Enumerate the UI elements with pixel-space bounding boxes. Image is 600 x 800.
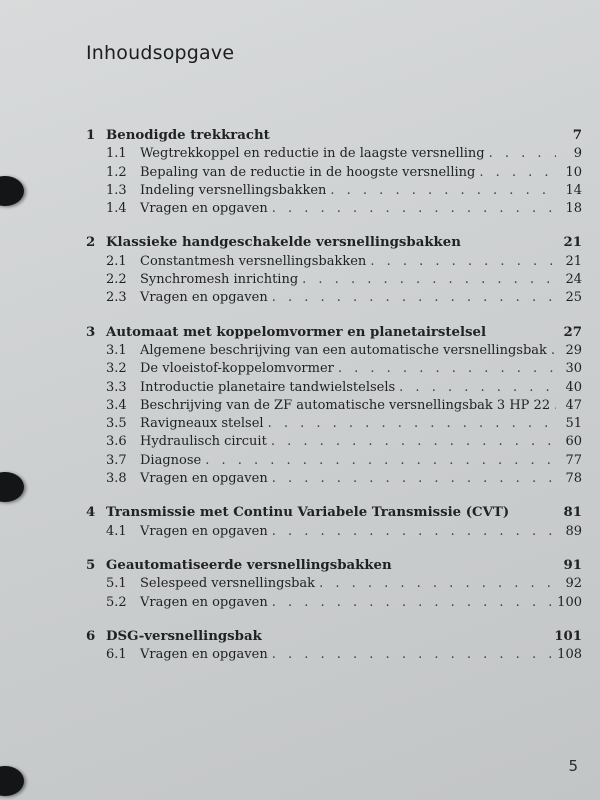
section-title: Bepaling van de reductie in de hoogste versnelling	[140, 164, 476, 180]
toc-section-row	[86, 183, 582, 201]
chapter-page: 91	[563, 557, 582, 573]
toc-section-row	[86, 434, 582, 452]
section-page: 21	[565, 253, 582, 269]
toc-section-row	[86, 471, 582, 489]
toc-section-row	[86, 647, 582, 665]
section-title: Wegtrekkoppel en reductie in de laagste versnelling	[140, 146, 485, 162]
toc-chapter-row	[86, 505, 582, 523]
toc-chapter-row	[86, 235, 582, 253]
section-title: Ravigneaux stelsel	[140, 416, 264, 432]
chapter-number: 3	[86, 324, 96, 340]
chapter-title: Klassieke handgeschakelde versnellingsbakken	[106, 235, 461, 251]
section-title: Indeling versnellingsbakken	[140, 182, 327, 198]
dot-leader	[489, 146, 556, 161]
section-number: 3.3	[106, 379, 127, 395]
section-number: 1.2	[106, 164, 127, 180]
section-number: 3.4	[106, 397, 127, 413]
dot-leader	[319, 576, 556, 591]
toc-chapter	[86, 629, 582, 666]
dot-leader	[272, 290, 556, 305]
punch-hole	[0, 472, 24, 502]
toc-section-row	[86, 201, 582, 219]
section-page: 18	[565, 201, 582, 217]
section-title: Vragen en opgaven	[140, 594, 268, 610]
section-title: Introductie planetaire tandwielstelsels	[140, 379, 396, 395]
dot-leader	[205, 453, 556, 468]
toc-section-row	[86, 398, 582, 416]
toc-chapter	[86, 558, 582, 613]
section-number: 3.2	[106, 361, 127, 377]
section-page: 78	[565, 471, 582, 487]
chapter-page: 27	[563, 324, 582, 340]
toc-chapter	[86, 325, 582, 490]
dot-leader	[272, 524, 556, 539]
chapter-number: 6	[86, 628, 96, 644]
chapter-page: 81	[563, 505, 582, 521]
toc-section-row	[86, 165, 582, 183]
section-page: 60	[565, 434, 582, 450]
chapter-title: Geautomatiseerde versnellingsbakken	[106, 557, 392, 573]
section-number: 1.1	[106, 146, 127, 162]
section-page: 30	[565, 361, 582, 377]
dot-leader	[551, 343, 556, 358]
section-number: 2.1	[106, 253, 127, 269]
section-page: 77	[565, 452, 582, 468]
section-page: 10	[565, 164, 582, 180]
toc-section-row	[86, 146, 582, 164]
section-title: Synchromesh inrichting	[140, 272, 299, 288]
section-page: 24	[565, 272, 582, 288]
section-number: 1.3	[106, 182, 127, 198]
punch-hole	[0, 766, 24, 796]
section-title: Beschrijving van de ZF automatische versnellingsbak 3 HP 22	[140, 397, 551, 413]
toc-section-row	[86, 361, 582, 379]
chapter-number: 1	[86, 128, 96, 143]
section-page: 92	[565, 576, 582, 592]
chapter-title: Transmissie met Continu Variabele Transmissie (CVT)	[106, 505, 510, 521]
section-title: Algemene beschrijving van een automatische versnellingsbak	[140, 342, 547, 358]
dot-leader	[272, 201, 556, 216]
section-title: Hydraulisch circuit	[140, 434, 267, 450]
section-number: 3.1	[106, 342, 127, 358]
section-page: 9	[573, 146, 582, 162]
toc-section-row	[86, 343, 582, 361]
section-title: Vragen en opgaven	[140, 523, 268, 539]
punch-hole	[0, 176, 24, 206]
toc-chapter-row	[86, 325, 582, 343]
dot-leader	[302, 272, 556, 287]
section-number: 3.5	[106, 416, 127, 432]
section-page: 89	[565, 523, 582, 539]
section-number: 3.6	[106, 434, 127, 450]
section-title: De vloeistof-koppelomvormer	[140, 361, 334, 377]
toc-section-row	[86, 595, 582, 613]
toc-section-row	[86, 416, 582, 434]
dot-leader	[272, 647, 553, 662]
section-number: 2.2	[106, 272, 127, 288]
section-page: 108	[557, 647, 582, 663]
section-number: 5.1	[106, 576, 127, 592]
chapter-number: 2	[86, 235, 96, 251]
dot-leader	[330, 183, 556, 198]
dot-leader	[370, 254, 556, 269]
dot-leader	[554, 398, 556, 413]
dot-leader	[271, 434, 556, 449]
toc-section-row	[86, 254, 582, 272]
dot-leader	[479, 165, 556, 180]
section-page: 25	[565, 290, 582, 306]
section-title: Constantmesh versnellingsbakken	[140, 253, 367, 269]
page-title: Inhoudsopgave	[86, 42, 235, 64]
dot-leader	[338, 361, 556, 376]
toc-section-row	[86, 272, 582, 290]
toc-section-row	[86, 524, 582, 542]
toc-chapter-row	[86, 128, 582, 146]
chapter-page: 101	[554, 628, 582, 644]
dot-leader	[272, 471, 556, 486]
section-page: 40	[565, 379, 582, 395]
section-title: Vragen en opgaven	[140, 471, 268, 487]
chapter-title: Benodigde trekkracht	[106, 128, 270, 143]
toc-chapter-row	[86, 558, 582, 576]
section-page: 29	[565, 342, 582, 358]
chapter-title: DSG-versnellingsbak	[106, 628, 262, 644]
section-page: 47	[565, 397, 582, 413]
toc-chapter-row	[86, 629, 582, 647]
dot-leader	[268, 416, 556, 431]
toc-section-row	[86, 453, 582, 471]
chapter-title: Automaat met koppelomvormer en planetairstelsel	[106, 324, 487, 340]
dot-leader	[399, 380, 556, 395]
section-page: 14	[565, 182, 582, 198]
toc-chapter	[86, 235, 582, 308]
toc-chapter	[86, 505, 582, 542]
section-title: Vragen en opgaven	[140, 647, 268, 663]
section-number: 1.4	[106, 201, 127, 217]
chapter-page: 21	[563, 235, 582, 251]
dot-leader	[272, 595, 553, 610]
chapter-number: 4	[86, 505, 96, 521]
section-title: Vragen en opgaven	[140, 290, 268, 306]
section-page: 51	[565, 416, 582, 432]
toc-chapter	[86, 128, 582, 219]
section-number: 3.8	[106, 471, 127, 487]
section-title: Selespeed versnellingsbak	[140, 576, 316, 592]
toc-section-row	[86, 576, 582, 594]
page-number: 5	[568, 757, 578, 775]
toc-section-row	[86, 290, 582, 308]
section-number: 3.7	[106, 452, 127, 468]
toc-section-row	[86, 380, 582, 398]
section-number: 5.2	[106, 594, 127, 610]
section-page: 100	[557, 594, 582, 610]
section-title: Vragen en opgaven	[140, 201, 268, 217]
section-number: 2.3	[106, 290, 127, 306]
table-of-contents	[86, 128, 582, 681]
section-title: Diagnose	[140, 452, 202, 468]
section-number: 4.1	[106, 523, 127, 539]
chapter-page: 7	[572, 128, 582, 143]
section-number: 6.1	[106, 647, 127, 663]
chapter-number: 5	[86, 557, 96, 573]
